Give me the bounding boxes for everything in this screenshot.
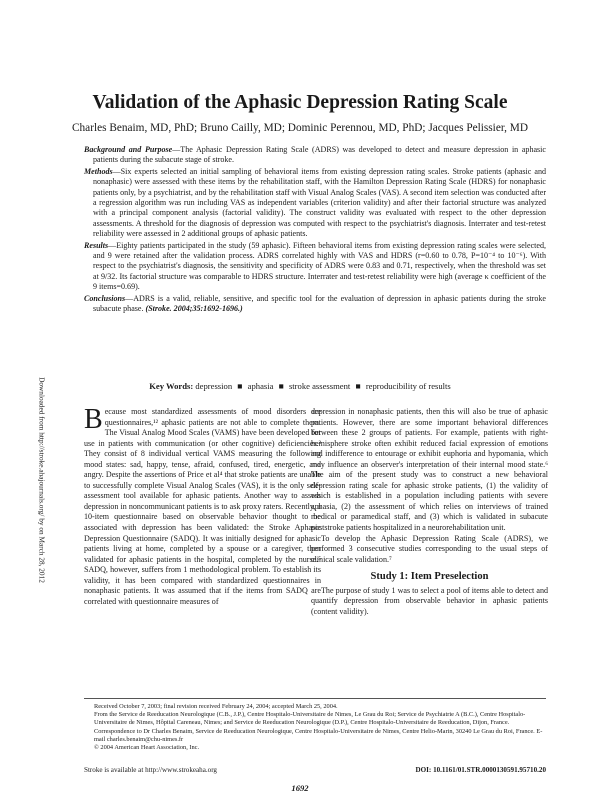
citation: (Stroke. 2004;35:1692-1696.) bbox=[145, 303, 243, 313]
conclusions-label: Conclusions bbox=[84, 293, 126, 303]
abstract-methods bbox=[84, 167, 546, 239]
keyword: aphasia bbox=[247, 381, 274, 391]
abstract-results bbox=[84, 241, 546, 292]
keyword-separator: ■ bbox=[355, 381, 361, 391]
author-list: Charles Benaim, MD, PhD; Bruno Cailly, MD; Dominic Perennou, MD, PhD; Jacques Pelissier, MD bbox=[72, 122, 528, 134]
keywords-label: Key Words: bbox=[149, 381, 194, 391]
background-label: Background and Purpose bbox=[84, 145, 173, 154]
background-text: —The Aphasic Depression Rating Scale (ADRS) was developed to detect and measure depression in aphasic patients during the subacute stage of stroke. bbox=[93, 145, 546, 165]
copyright: © 2004 American Heart Association, Inc. bbox=[94, 744, 200, 752]
keyword-separator: ■ bbox=[237, 381, 243, 391]
footnotes bbox=[84, 703, 546, 752]
page-number: 1692 bbox=[291, 783, 309, 793]
received-dates: Received October 7, 2003; final revision received February 24, 2004; accepted March 25, 2004. bbox=[94, 703, 338, 710]
keyword: depression bbox=[195, 381, 233, 391]
body-paragraph bbox=[84, 404, 321, 607]
body-column-right bbox=[311, 407, 548, 617]
body-paragraph: To develop the Aphasic Depression Rating Scale (ADRS), we performed 3 consecutive studies corresponding to the usual steps of clinical scale validation.⁷ bbox=[311, 533, 548, 564]
affiliations: From the Service de Reeducation Neurologique (C.B., J.P.), Centre Hospitalo-Universitaire de Nimes, Le Grau du Roi; Service de Psychiatrie A (B.C.), Centre Hospitalo-Universitaire de Nimes, Hôpital Careneau, Nimes; and Service de Reeducation Neurologique (D.P.), Centre Hospitalo-Universitaire de Reeducation, Dijon, France. bbox=[94, 711, 526, 727]
body-column-left bbox=[84, 404, 321, 607]
section-heading: Study 1: Item Preselection bbox=[370, 571, 489, 583]
doi: DOI: 10.1161/01.STR.0000130591.95710.20 bbox=[415, 766, 546, 774]
abstract-background bbox=[84, 145, 546, 166]
footnote-divider bbox=[84, 698, 546, 699]
conclusions-text: —ADRS is a valid, reliable, sensitive, and specific tool for the evaluation of depression in aphasic patients during the stroke subacute phase. bbox=[93, 293, 546, 313]
download-note-text: Downloaded from http://stroke.ahajournals.org/ by on March 28, 2012 bbox=[37, 377, 47, 583]
abstract-conclusions bbox=[84, 294, 546, 315]
body-paragraph: depression in nonaphasic patients, then this will also be true of aphasic patients. However, there are some important behavioral differences between these 2 groups of patients. For example, patients with right-hemisphere stroke often exhibit reduced facial expression of emotions and indifference to entourage or exhibit euphoria and hypomania, which may influence an observer's interpretation of their internal mood state.⁶ The aim of the present study was to construct a new behavioral depression rating scale for aphasic stroke patients, (1) the validity of which is established in a population including patients with severe aphasia, (2) the assessment of which relies on interviews of trained medical or paramedical staff, and (3) which is validated in subacute poststroke patients hospitalized in a neurorehabilitation unit. bbox=[311, 407, 548, 533]
abstract bbox=[84, 145, 546, 316]
correspondence: Correspondence to Dr Charles Benaim, Service de Reeducation Neurologique, Centre Hospitalo-Universitaire de Nimes, Centre Helio-Marin, 30240 Le Grau du Roi, France. E-mail charles.benaim@chu-nimes.fr bbox=[94, 727, 543, 743]
article-title: Validation of the Aphasic Depression Rating Scale bbox=[92, 92, 508, 113]
body-text: ecause most standardized assessments of mood disorders are questionnaires,¹² aphasic patients are not able to complete them. The Visual Analog Mood Scales (VAMS) have been developed for use in patients with communication (or other cognitive) deficiencies.³ They consist of 8 individual vertical VAMS measuring the following mood states: sad, happy, tense, afraid, confused, tired, energetic, and angry. Despite the assertions of Price et al⁴ that stroke patients are unable to successfully complete Visual Analog Scales (VAS), it is the only self-assessment tool available for aphasic patients. Another way to assess depression in noncommunicant patients is to ask proxy raters. Recently, a 10-item questionnaire based on observable behavior thought to be associated with depression has been validated: the Stroke Aphasic Depression Questionnaire (SADQ). It was initially designed for aphasic patients living at home, completed by a spouse or a caregiver, then validated for aphasic patients in the hospital, completed by the nurse.⁵ SADQ, however, suffers from 1 methodological problem. To establish its validity, it has been compared with standardized questionnaires in nonaphasic patients. It was assumed that if the items from SADQ are correlated with questionnaire measures of bbox=[84, 407, 321, 606]
keyword: reproducibility of results bbox=[365, 381, 451, 391]
methods-label: Methods bbox=[84, 167, 113, 177]
methods-text: —Six experts selected an initial sampling of behavioral items from existing depression rating scales. Stroke patients (aphasic and nonaphasic) were assessed with these items by the rehabilitation staff, with the Hamilton Depression Rating Scale (HDRS) for nonaphasic patients only, by a psychiatrist, and by the rehabilitation staff with Visual Analog Scales (VAS). A second item selection was conducted after a regression algorithm was run including VAS as independent variables (criterion validity) and after their factorial structure was analyzed with a principal component analysis (factorial validity). The construct validity was evaluated with respect to the other depression assessments. A threshold for the diagnosis of depression was computed with respect to the psychiatrist's diagnosis. Interrater and test-retest reliability were assessed in 2 additional groups of aphasic patients. bbox=[93, 167, 546, 238]
drop-cap: B bbox=[84, 404, 103, 435]
results-label: Results bbox=[84, 240, 109, 250]
results-text: —Eighty patients participated in the study (59 aphasic). Fifteen behavioral items from existing depression rating scales were selected, and 9 were retained after the validation process. ADRS correlated highly with VAS and HDRS (r=0.60 to 0.78, P=10⁻⁴ to 10⁻⁶). With respect to the psychiatrist's diagnosis, the sensitivity and specificity of ADRS were 0.83 and 0.71, respectively, when the threshold was set at 9/32. Its factorial structure was comparable to HDRS structure. Interrater and test-retest reliability were high (average κ coefficient of the 9 items=0.69). bbox=[93, 240, 546, 291]
keyword: stroke assessment bbox=[288, 381, 351, 391]
keywords-line bbox=[0, 381, 600, 391]
keyword-separator: ■ bbox=[278, 381, 284, 391]
journal-availability: Stroke is available at http://www.strokeaha.org bbox=[84, 766, 217, 774]
body-paragraph: The purpose of study 1 was to select a pool of items able to detect and quantify depression from observable behavior in aphasic patients (content validity). bbox=[311, 585, 548, 616]
